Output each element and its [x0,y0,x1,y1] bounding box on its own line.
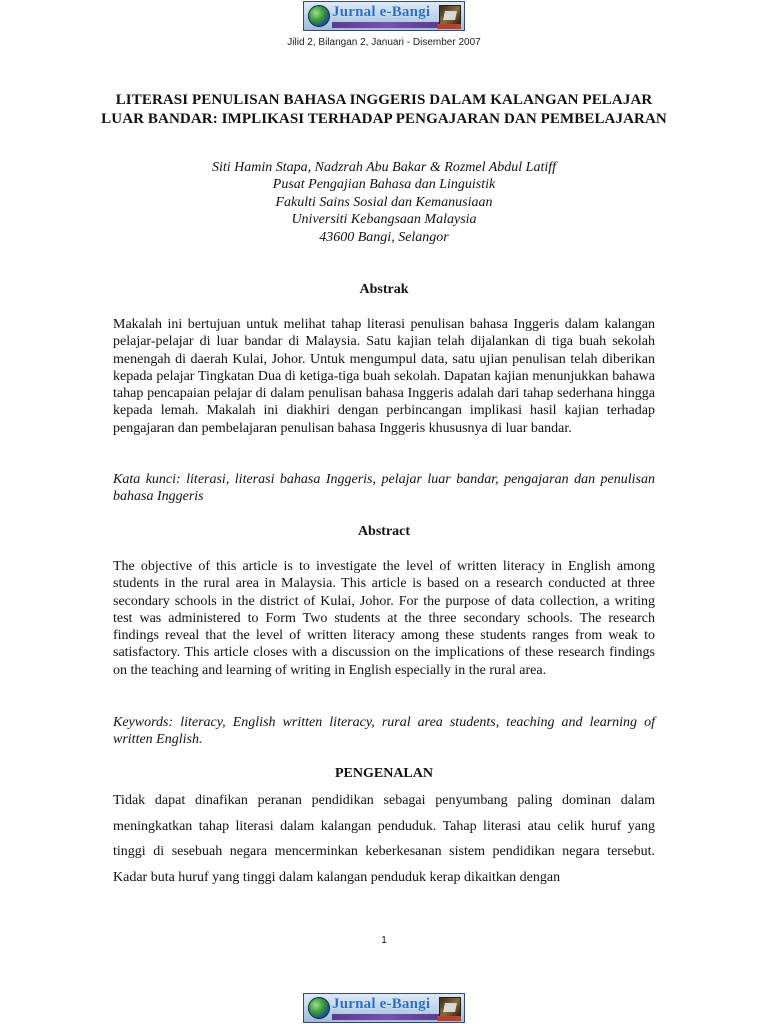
journal-banner-bottom [303,993,465,1023]
badge-code-strip [437,24,461,29]
badge-code-strip [437,1016,461,1021]
issue-line: Jilid 2, Bilangan 2, Januari - Disember 2007 [287,37,481,48]
author-block [100,159,668,246]
pengenalan-text: Tidak dapat dinafikan peranan pendidikan sebagai penyumbang paling dominan dalam meningkatkan tahap literasi dalam kalangan penduduk. Tahap literasi atau celik huruf yang tinggi di sesebuah negara mencerminkan keberkesanan sistem pendidikan negara tersebut. Kadar buta huruf yang tinggi dalam kalangan penduduk kerap dikaitkan dengan [113,793,655,885]
journal-brand: Jurnal e-Bangi [332,4,431,20]
abstract-text: The objective of this article is to investigate the level of written literacy in English among students in the rural area in Malaysia. This article is based on a research conducted at three secondary schools in the district of Kulai, Johor. For the purpose of data collection, a writing test was administered to Form Two students at the three secondary schools. The research findings reveal that the level of written literacy among these students ranges from weak to satisfactory. This article closes with a discussion on the implications of these research findings on the teaching and learning of writing in English especially in the rural area. [113,559,655,678]
kata-kunci: Kata kunci: literasi, literasi bahasa Inggeris, pelajar luar bandar, pengajaran dan penulisan bahasa Inggeris [113,472,655,505]
pengenalan-heading: PENGENALAN [334,766,433,781]
affiliation-line: Fakulti Sains Sosial dan Kemanusiaan [275,194,493,210]
affiliation-line: 43600 Bangi, Selangor [319,229,449,245]
globe-icon [308,5,330,27]
banner-strip [332,22,440,28]
page-number: 1 [381,935,387,946]
journal-brand: Jurnal e-Bangi [332,996,431,1012]
affiliation-line: Pusat Pengajian Bahasa dan Linguistik [272,177,496,193]
abstrak-heading: Abstrak [359,282,409,297]
banner-strip [332,1014,440,1020]
affiliation-line: Universiti Kebangsaan Malaysia [291,212,477,228]
keywords: Keywords: literacy, English written literacy, rural area students, teaching and learning of written English. [113,715,655,748]
globe-icon [308,997,330,1019]
journal-banner-top [303,1,465,31]
abstrak-text: Makalah ini bertujuan untuk melihat tahap literasi penulisan bahasa Inggeris dalam kalangan pelajar-pelajar di luar bandar di Malaysia. Satu kajian telah dijalankan di tiga buah sekolah menengah di daerah Kulai, Johor. Untuk mengumpul data, satu ujian penulisan telah diberikan kepada pelajar Tingkatan Dua di ketiga-tiga buah sekolah. Dapatan kajian menunjukkan bahawa tahap pencapaian pelajar di dalam penulisan bahasa Inggeris adalah dari tahap sederhana hingga kepada lemah. Makalah ini diakhiri dengan perbincangan implikasi hasil kajian terhadap pengajaran dan pembelajaran penulisan bahasa Inggeris khususnya di luar bandar. [113,317,655,436]
abstract-heading: Abstract [357,524,411,539]
author-names: Siti Hamin Stapa, Nadzrah Abu Bakar & Rozmel Abdul Latiff [211,160,557,175]
paper-title: LITERASI PENULISAN BAHASA INGGERIS DALAM KALANGAN PELAJAR LUAR BANDAR: IMPLIKASI TERHADAP PENGAJARAN DAN PEMBELAJARAN [101,92,667,127]
